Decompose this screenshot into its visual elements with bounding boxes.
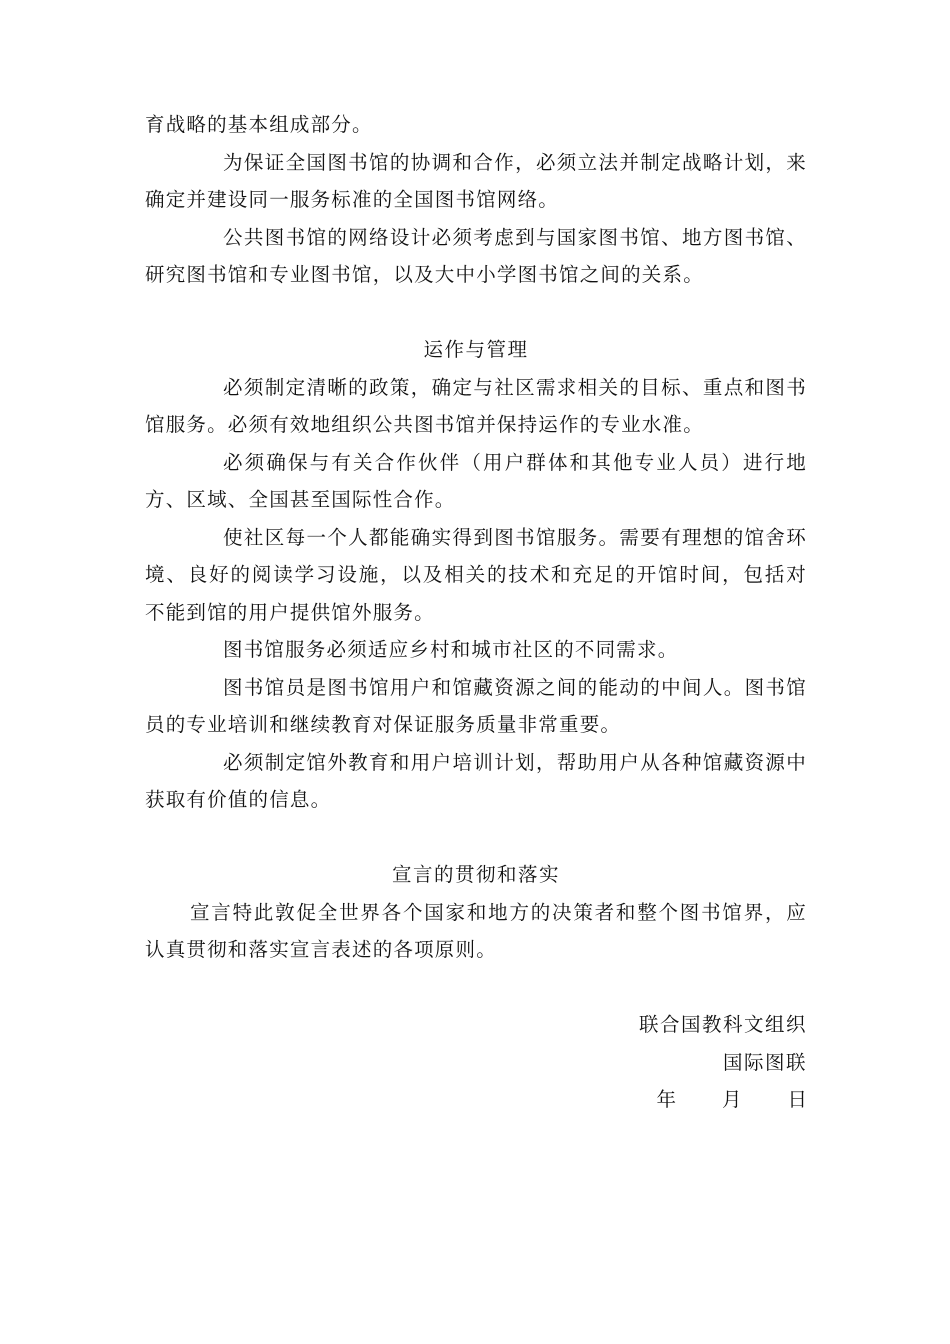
section-gap: [145, 819, 807, 857]
implementation-paragraph: 宣言特此敦促全世界各个国家和地方的决策者和整个图书馆界，应认真贯彻和落实宣言表述的各项原则。: [145, 900, 807, 961]
section-gap: [145, 294, 807, 332]
date-month: 月: [721, 1088, 742, 1111]
operation-paragraph: 图书馆服务必须适应乡村和城市社区的不同需求。: [223, 638, 679, 661]
date-year: 年: [656, 1088, 676, 1111]
date-day: 日: [787, 1088, 807, 1111]
section-gap: [145, 969, 807, 1007]
operation-paragraph: 图书馆员是图书馆用户和馆藏资源之间的能动的中间人。图书馆员的专业培训和继续教育对保证服务质量非常重要。: [145, 675, 807, 736]
intro-paragraph-1: 为保证全国图书馆的协调和合作，必须立法并制定战略计划，来确定并建设同一服务标准的全国图书馆网络。: [145, 150, 807, 211]
intro-paragraph-0: 育战略的基本组成部分。: [145, 113, 373, 136]
operation-paragraph: 必须制定馆外教育和用户培训计划，帮助用户从各种馆藏资源中获取有价值的信息。: [145, 750, 807, 811]
operation-paragraph: 必须确保与有关合作伙伴（用户群体和其他专业人员）进行地方、区域、全国甚至国际性合作。: [145, 450, 807, 511]
operation-paragraph: 必须制定清晰的政策，确定与社区需求相关的目标、重点和图书馆服务。必须有效地组织公共图书馆并保持运作的专业水准。: [145, 375, 807, 436]
section-heading-implementation: 宣言的贯彻和落实: [391, 863, 560, 886]
signature-date: [145, 1081, 807, 1119]
signature-org-unesco: 联合国教科文组织: [638, 1013, 807, 1036]
section-heading-operation: 运作与管理: [423, 338, 529, 361]
operation-paragraph: 使社区每一个人都能确实得到图书馆服务。需要有理想的馆舍环境、良好的阅读学习设施，以及相关的技术和充足的开馆时间，包括对不能到馆的用户提供馆外服务。: [145, 525, 807, 624]
signature-org-ifla: 国际图联: [722, 1050, 807, 1074]
document-page: [145, 106, 807, 1119]
intro-paragraph-2: 公共图书馆的网络设计必须考虑到与国家图书馆、地方图书馆、研究图书馆和专业图书馆，以及大中小学图书馆之间的关系。: [145, 225, 807, 286]
